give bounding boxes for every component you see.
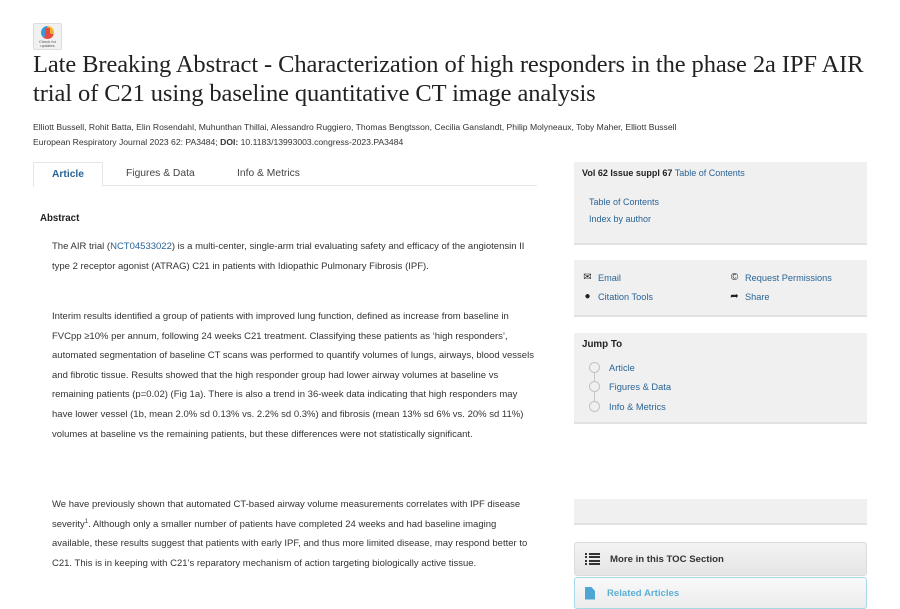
check-for-updates-badge[interactable] <box>33 23 62 50</box>
circle-icon <box>589 401 600 412</box>
jump-to-figures-data[interactable] <box>589 381 671 392</box>
abstract-paragraph-3 <box>52 495 537 573</box>
jump-to-info-metrics[interactable] <box>589 401 666 412</box>
jump-link[interactable]: Article <box>609 362 635 373</box>
text: . Although only a smaller number of patients have completed 24 weeks and had baseline imaging available, these results suggest that patients with early IPF, and thus more limited disease, may respond better to C21. This is in keeping with C21’s reparatory mechanism of action targeting biologically active tissue. <box>52 518 528 569</box>
article-tabs <box>33 162 537 186</box>
share-link[interactable]: Share <box>745 291 770 302</box>
tab-article[interactable]: Article <box>33 162 103 187</box>
request-permissions-link[interactable]: Request Permissions <box>745 272 832 283</box>
jump-link[interactable]: Figures & Data <box>609 381 672 392</box>
empty-sidebar-panel <box>574 499 867 525</box>
list-icon <box>585 553 600 565</box>
related-articles-label: Related Articles <box>607 587 680 599</box>
text: The AIR trial ( <box>52 241 111 252</box>
citation-tools-button[interactable] <box>582 291 653 302</box>
citation-line <box>33 137 403 147</box>
jump-to-article[interactable] <box>589 362 635 373</box>
text: ) is a multi-center, single-arm trial evaluating safety and efficacy of the angiotensin II type 2 receptor agonist (ATRAG) C21 in patients with Idiopathic Pulmonary Fibrosis (IPF). <box>52 241 525 272</box>
copyright-icon: © <box>730 272 739 283</box>
globe-icon: ● <box>584 291 591 302</box>
envelope-icon: ✉ <box>583 272 592 283</box>
footnote-reference[interactable]: 1 <box>84 518 89 525</box>
email-link[interactable]: Email <box>598 272 621 283</box>
text: We have previously shown that automated CT-based airway volume measurements correlates with IPF disease severity <box>52 499 521 530</box>
index-by-author-link[interactable]: Index by author <box>589 214 652 224</box>
citation-tools-link[interactable]: Citation Tools <box>598 291 653 302</box>
crossmark-label: Check for updates <box>38 39 57 48</box>
doi-label: DOI: <box>220 137 239 147</box>
article-title: Late Breaking Abstract - Characterization of high responders in the phase 2a IPF AIR trial of C21 using baseline quantitative CT image analysis <box>33 51 864 107</box>
toc-section-label: More in this TOC Section <box>610 553 724 565</box>
jump-to-panel <box>574 333 867 424</box>
crossmark-icon <box>41 26 54 39</box>
jump-link[interactable]: Info & Metrics <box>609 401 666 412</box>
journal-reference: European Respiratory Journal 2023 62: PA3484; <box>33 137 218 147</box>
document-icon <box>585 587 595 600</box>
tab-info-metrics[interactable]: Info & Metrics <box>237 168 300 179</box>
abstract-heading: Abstract <box>40 213 80 224</box>
circle-icon <box>589 381 600 392</box>
abstract-paragraph-1 <box>52 237 537 276</box>
share-arrow-icon: ➦ <box>730 291 739 302</box>
share-button[interactable] <box>729 291 770 302</box>
more-in-toc-section-button[interactable] <box>574 542 867 576</box>
circle-icon <box>589 362 600 373</box>
request-permissions-button[interactable] <box>729 272 832 283</box>
table-of-contents-link[interactable]: Table of Contents <box>589 197 660 207</box>
jump-to-heading: Jump To <box>582 339 623 350</box>
trial-registry-link[interactable]: NCT04533022 <box>110 241 172 252</box>
doi-value: 10.1183/13993003.congress-2023.PA3484 <box>240 137 404 147</box>
tab-figures-data[interactable]: Figures & Data <box>126 168 195 179</box>
article-tools-panel <box>574 260 867 317</box>
email-button[interactable] <box>582 272 621 283</box>
issue-line <box>582 168 745 178</box>
volume-issue-label: Vol 62 Issue suppl 67 <box>582 168 673 178</box>
abstract-paragraph-2: Interim results identified a group of patients with improved lung function, defined as increase from baseline in FVCpp ≥10% per annum, following 24 weeks C21 treatment. Classifying these patients as ‘high responders’, automated segmentation of baseline CT scans was performed to quantify volumes of lungs, airways, blood vessels and fibrotic tissue. Results showed that the high responder group had lower airway volumes at baseline vs remaining patients (p=0.02) (Fig 1a). There is also a trend in 36-week data indicating that high responders may have lower vessel (1b, mean 2.0% sd 0.13% vs. 2.2% sd 0.3%) and fibrosis (mean 13% sd 6% vs. 20% sd 11%) volumes at baseline vs the remaining patients, but these differences were not statistically significant. <box>52 311 534 440</box>
issue-panel <box>574 162 867 245</box>
related-articles-button[interactable] <box>574 577 867 609</box>
author-list: Elliott Bussell, Rohit Batta, Elin Rosendahl, Muhunthan Thillai, Alessandro Ruggiero, Thomas Bengtsson, Cecilia Ganslandt, Philip Molyneaux, Toby Maher, Elliott Bussell <box>33 122 677 132</box>
issue-toc-link[interactable]: Table of Contents <box>674 168 745 178</box>
